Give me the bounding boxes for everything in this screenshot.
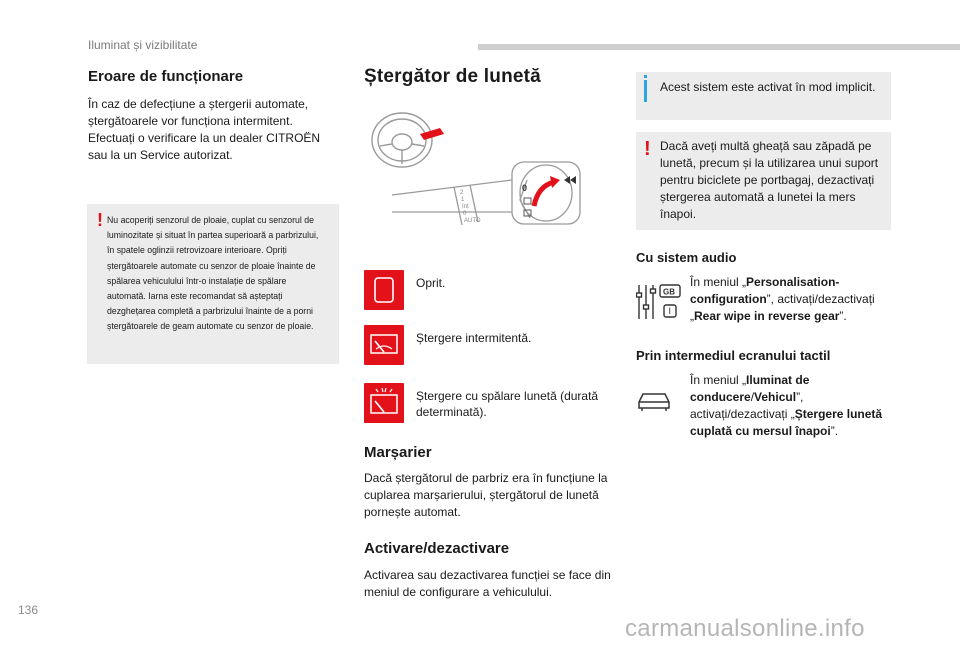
audio-icon-i: I [668,306,672,316]
mode-washer [364,383,616,423]
page-title: Ștergător de lunetă [364,66,541,87]
mode-off [364,270,616,310]
watermark: carmanualsonline.info [625,615,865,642]
audio-instructions: În meniul „Personalisation-configuration”, activați/dezactivați „Rear wipe in reverse gear”. [690,275,875,323]
position-auto-label: AUTO [464,218,481,224]
mode-intermittent-label: Ștergere intermitentă. [416,331,532,345]
position-1-label: 1 [461,197,465,203]
header-bar [478,44,960,50]
touch-menu-1: Iluminat de conducere [690,373,810,404]
steering-stalk-illustration [362,100,614,260]
car-icon [636,388,672,412]
error-heading: Eroare de funcționare [88,68,244,85]
info-text: Acest sistem este activat în mod implicit. [660,80,876,94]
audio-option-name: Rear wipe in reverse gear [694,309,840,323]
reverse-paragraph: Dacă ștergătorul de parbriz era în funcțiune la cuplarea marșarierului, ștergătorul de lunetă pornește automat. [364,471,608,519]
off-icon [364,270,404,310]
error-paragraph: În caz de defecțiune a ștergerii automate, ștergătoarele vor funcționa intermitent. Efectuați o verificare la un dealer CITROËN sau la un Service autorizat. [88,97,321,162]
page-number: 136 [18,603,39,617]
warning-icon: ! [644,138,651,160]
position-2-label: 2 [460,190,464,196]
rain-sensor-warning [87,204,339,364]
reverse-heading: Marșarier [364,444,432,461]
ring-0-label: 0 [522,183,528,193]
audio-settings-icon [636,283,682,321]
touchscreen-instructions: În meniul „Iluminat de conducere/Vehicul”, activați/dezactivați „Ștergere lunetă cuplată cu mersul înapoi”. [690,373,883,438]
position-int-label: Int [462,204,469,210]
mode-off-label: Oprit. [416,276,446,290]
activation-paragraph: Activarea sau dezactivarea funcției se face din meniul de configurare a vehiculului. [364,568,611,599]
ice-warning-text: Dacă aveți multă gheață sau zăpadă pe lunetă, precum și la utilizarea unui suport pentru biciclete pe portbagaj, dezactivați ștergerea automată a lunetei la mers înapoi. [660,139,879,221]
info-note [636,72,891,120]
rear-washer-icon [364,383,404,423]
warning-text: Nu acoperiți senzorul de ploaie, cuplat cu senzorul de luminozitate și situat în partea superioară a parbrizului, în spatele oglinzii retrovizoare interioare. Opriți ștergătoarele automate cu senzor de ploaie înainte de spălarea vehiculului într-o instalație de spălare automată. Iarna este recomandat să așteptați dezghețarea completă a parbrizului înainte de a porni ștergătoarele de geam automate cu senzor de ploaie. [107,214,319,332]
activation-heading: Activare/dezactivare [364,540,510,557]
mode-washer-label: Ștergere cu spălare lunetă (durată determinată). [416,389,599,419]
touch-option-name: Ștergere lunetă cuplată cu mersul înapoi [690,407,883,438]
audio-heading: Cu sistem audio [636,250,737,265]
touchscreen-heading: Prin intermediul ecranului tactil [636,348,831,363]
position-0-label: 0 [463,211,467,217]
touch-menu-2: Vehicul [754,390,797,404]
info-icon [644,80,647,102]
warning-icon: ! [97,210,103,230]
ice-warning [636,132,891,230]
section-title: Iluminat și vizibilitate [88,38,198,52]
rear-wiper-intermittent-icon [364,325,404,365]
audio-menu-name: Personalisation-configuration [690,275,840,306]
audio-icon-gb: GB [663,287,675,297]
mode-intermittent [364,325,616,365]
